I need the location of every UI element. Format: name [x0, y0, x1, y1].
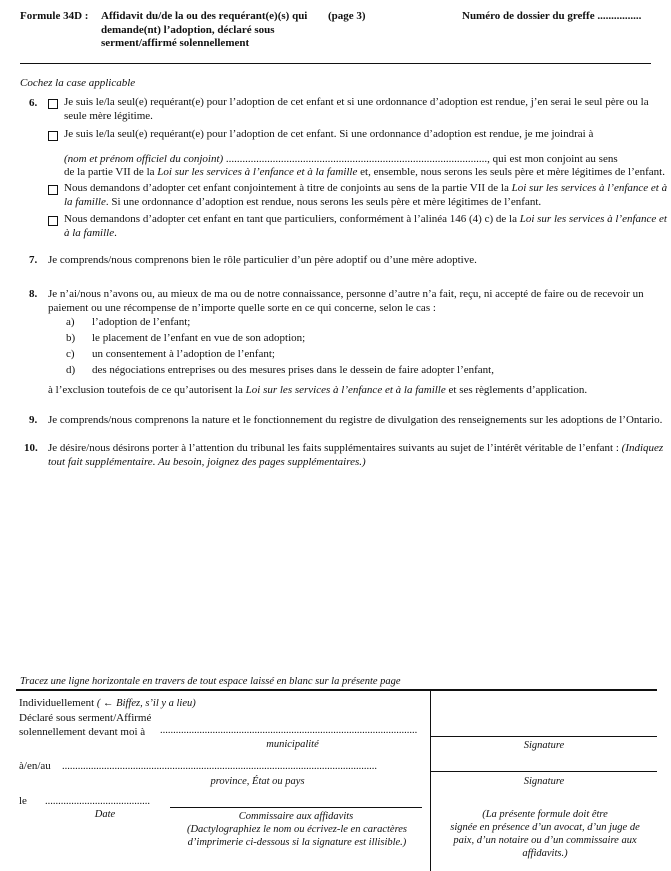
- commissioner-signature-line[interactable]: [170, 807, 422, 808]
- text-fragment: et ses règlements d’application.: [445, 384, 588, 396]
- text-fragment: Je désire/nous désirons porter à l’attention du tribunal les faits supplémentaires suivants au sujet de l’intérêt véritable de l’enfant :: [48, 442, 622, 454]
- option-4-line: [64, 227, 659, 241]
- law-title: à la famille: [64, 226, 115, 239]
- text-fragment: de la partie VII de la: [64, 166, 158, 178]
- list-letter: c): [66, 348, 75, 360]
- sworn-label-line: Déclaré sous serment/Affirmé: [19, 712, 152, 724]
- item-8-text: [48, 288, 658, 315]
- right-note-line: paix, d’un notaire ou d’un commissaire aux: [453, 835, 637, 846]
- sworn-label: [19, 712, 151, 739]
- signature-line-2[interactable]: [431, 771, 657, 772]
- text-fragment: . Si une ordonnance d’adoption est rendue, nous serons les seuls père et mère légitimes de l’enfant.: [105, 195, 542, 208]
- right-note-line: signée en présence d’un avocat, d’un juge de: [450, 822, 640, 833]
- municipality-label: municipalité: [266, 739, 319, 750]
- list-letter: a): [66, 316, 75, 328]
- checkbox-option-2[interactable]: [48, 131, 58, 141]
- text-fragment: Nous demandons d’adopter cet enfant conjointement à titre de conjoints au sens de la partie VII de la: [64, 182, 512, 194]
- law-title: Loi sur les services à l’enfance et à: [511, 182, 668, 194]
- law-title: Loi sur les services à l’enfance et: [519, 213, 667, 225]
- option-2-line: Je suis le/la seul(e) requérant(e) pour l’adoption de cet enfant. Si une ordonnance d’adoption est rendue, je me joindrai à: [64, 128, 594, 140]
- option-3-line: [64, 182, 668, 196]
- form-title-line: serment/affirmé solennellement: [101, 37, 250, 49]
- form-label: Formule 34D :: [20, 10, 89, 22]
- item-number: 10.: [24, 442, 38, 454]
- form-title-line: Affidavit du/de la ou des requérant(e)(s) qui: [101, 10, 308, 22]
- additional-facts-area[interactable]: [48, 475, 658, 665]
- list-item: [66, 316, 494, 332]
- signature-line-1[interactable]: [431, 736, 657, 737]
- commissioner-note-line: (Dactylographiez le nom ou écrivez-le en caractères: [186, 824, 408, 835]
- checkbox-option-1[interactable]: [48, 99, 58, 109]
- item-9-text: Je comprends/nous comprenons la nature et le fonctionnement du registre de divulgation des renseignements sur les adoptions de l’Ontario.: [48, 414, 663, 426]
- option-2-spouse-line: [64, 153, 659, 167]
- law-title: Loi sur les services à l’enfance et à la famille: [245, 384, 446, 396]
- option-1-line: Je suis le/la seul(e) requérant(e) pour l’adoption de cet enfant et si une ordonnance d’adoption est rendue, j’en serai le seul père ou la: [64, 96, 649, 108]
- text-fragment: (Indiquez: [621, 442, 664, 454]
- option-1-text: [64, 96, 654, 123]
- list-letter: d): [66, 364, 76, 376]
- individually-row: [19, 697, 196, 711]
- list-text: le placement de l’enfant en vue de son adoption;: [92, 332, 306, 344]
- item-10-line: tout fait supplémentaire. Au besoin, joignez des pages supplémentaires.): [48, 455, 366, 468]
- list-item: [66, 364, 494, 380]
- draw-line-note: Tracez une ligne horizontale en travers de tout espace laissé en blanc sur la présente page: [20, 676, 401, 687]
- item-8-tail: [48, 384, 587, 398]
- option-4-text: [64, 213, 667, 240]
- strike-note: ( ← Biffez, s’il y a lieu): [96, 698, 196, 709]
- commissioner-label: Commissaire aux affidavits: [238, 811, 354, 822]
- form-title: [101, 10, 311, 51]
- spouse-name-label: (nom et prénom officiel du conjoint): [64, 153, 224, 165]
- checkbox-option-3[interactable]: [48, 185, 58, 195]
- option-2-text: [64, 128, 654, 142]
- on-label: le: [19, 795, 27, 807]
- province-label: province, État ou pays: [210, 776, 305, 787]
- province-field[interactable]: ........................................................................................................................: [62, 761, 377, 772]
- text-fragment: à l’exclusion toutefois de ce qu’autorisent la: [48, 384, 246, 396]
- file-number: Numéro de dossier du greffe ................: [462, 10, 642, 22]
- footer-top-rule: [16, 689, 657, 691]
- item-8-line: paiement ou une récompense de n’importe quelle sorte en ce qui concerne, selon le cas :: [48, 301, 436, 314]
- option-4-line: [64, 213, 667, 227]
- item-8-list: [66, 316, 494, 380]
- list-text: l’adoption de l’enfant;: [92, 316, 191, 328]
- list-text: un consentement à l’adoption de l’enfant;: [92, 348, 275, 360]
- right-note-line: affidavits.): [522, 848, 568, 859]
- option-1-line: seule mère légitime.: [64, 109, 153, 122]
- date-label: Date: [94, 809, 116, 820]
- item-number: 9.: [29, 414, 38, 426]
- item-number: 7.: [29, 254, 38, 266]
- municipality-field[interactable]: ..................................................................................................: [160, 725, 418, 736]
- individually-label: Individuellement: [19, 697, 95, 709]
- date-field[interactable]: ........................................: [45, 796, 150, 807]
- law-title: Loi sur les services à l’enfance et à la famille: [157, 166, 358, 178]
- list-letter: b): [66, 332, 76, 344]
- signature-label-2: Signature: [523, 776, 565, 787]
- law-title: la famille: [64, 195, 106, 208]
- signature-label-1: Signature: [523, 740, 565, 751]
- option-2-line-3: [64, 166, 665, 180]
- item-7-text: Je comprends/nous comprenons bien le rôle particulier d’un père adoptif ou d’une mère adoptive.: [48, 254, 477, 266]
- page-number: (page 3): [328, 10, 366, 22]
- spouse-name-field[interactable]: ...............................................................................................: [223, 153, 488, 165]
- commissioner-note: [168, 823, 426, 849]
- spouse-line-rest: , qui est mon conjoint au sens: [487, 153, 618, 165]
- item-8-line: Je n’ai/nous n’avons ou, au mieux de ma ou de notre connaissance, personne d’autre n’a fait, reçu, ni accepté de faire ou de recevoir un: [48, 288, 644, 300]
- form-title-line: demande(nt) l’adoption, déclaré sous: [101, 23, 275, 36]
- sworn-label-line: solennellement devant moi à: [19, 725, 146, 738]
- option-3-line: [64, 196, 659, 210]
- text-fragment: et, ensemble, nous serons les seuls père et mère légitimes de l’enfant.: [357, 166, 665, 178]
- item-10-line: [48, 442, 664, 456]
- text-fragment: .: [114, 226, 117, 239]
- list-item: [66, 332, 494, 348]
- right-note: [438, 808, 652, 860]
- item-number: 8.: [29, 288, 38, 300]
- list-item: [66, 348, 494, 364]
- option-3-text: [64, 182, 668, 209]
- right-note-line: (La présente formule doit être: [482, 809, 608, 820]
- text-fragment: Nous demandons d’adopter cet enfant en tant que particuliers, conformément à l’alinéa 146 (4) c) de la: [64, 213, 520, 225]
- item-number: 6.: [29, 97, 38, 109]
- item-10-text: [48, 442, 664, 469]
- header-divider: [20, 63, 651, 64]
- instruction: Cochez la case applicable: [20, 77, 136, 89]
- list-text: des négociations entreprises ou des mesures prises dans le dessein de faire adopter l’enfant,: [92, 364, 494, 376]
- checkbox-option-4[interactable]: [48, 216, 58, 226]
- at-label: à/en/au: [19, 760, 51, 772]
- commissioner-note-line: d’imprimerie ci-dessous si la signature est illisible.): [187, 837, 407, 848]
